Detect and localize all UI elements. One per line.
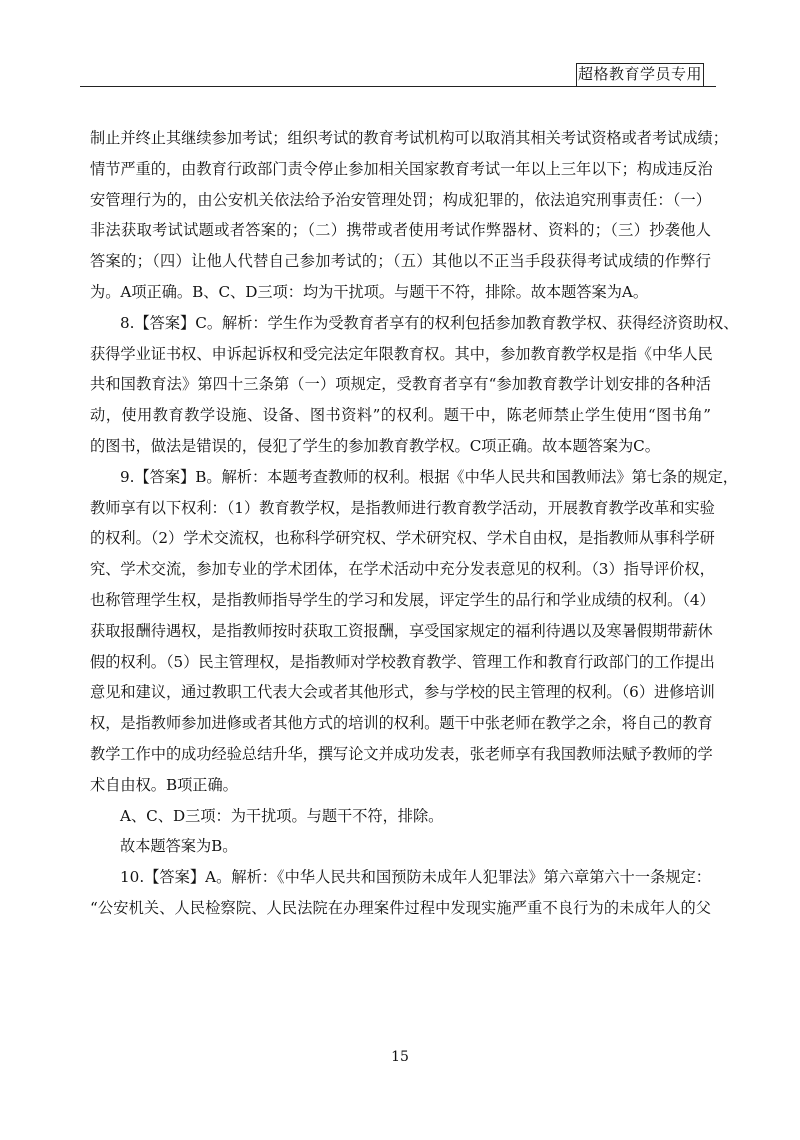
text-line-25: 10.【答案】A。解析：《中华人民共和国预防未成年人犯罪法》第六章第六十一条规定： — [120, 868, 711, 887]
text-line-13: 教师享有以下权利：（1）教育教学权，是指教师进行教育教学活动，开展教育教学改革和实验 — [90, 498, 715, 517]
text-line-5: 答案的；（四）让他人代替自己参加考试的；（五）其他以不正当手段获得考试成绩的作弊行 — [90, 252, 711, 271]
text-line-15: 究、学术交流，参加专业的学术团体，在学术活动中充分发表意见的权利。（3）指导评价权， — [90, 560, 715, 579]
text-line-19: 意见和建议，通过教职工代表大会或者其他形式，参与学校的民主管理的权利。（6）进修培训 — [90, 683, 715, 702]
text-line-12: 9.【答案】B。解析：本题考查教师的权利。根据《中华人民共和国教师法》第七条的规定， — [120, 467, 738, 486]
header-rule — [80, 86, 716, 87]
text-line-26: “公安机关、人民检察院、人民法院在办理案件过程中发现实施严重不良行为的未成年人的父 — [90, 898, 711, 917]
text-line-20: 权，是指教师参加进修或者其他方式的培训的权利。题干中张老师在教学之余，将自己的教育 — [90, 714, 713, 733]
text-line-24: 故本题答案为B。 — [120, 837, 238, 856]
text-line-2: 情节严重的，由教育行政部门责令停止参加相关国家教育考试一年以上三年以下；构成违反治 — [90, 159, 713, 178]
header-label: 超格教育学员专用 — [576, 63, 704, 87]
page-body — [90, 123, 739, 924]
text-line-1: 制止并终止其继续参加考试；组织考试的教育考试机构可以取消其相关考试资格或者考试成绩； — [90, 129, 728, 147]
text-line-10: 动，使用教育教学设施、设备、图书资料”的权利。题干中，陈老师禁止学生使用“图书角” — [90, 406, 711, 425]
text-line-17: 获取报酬待遇权，是指教师按时获取工资报酬，享受国家规定的福利待遇以及寒暑假期带薪休 — [90, 621, 713, 640]
text-line-16: 也称管理学生权，是指教师指导学生的学习和发展，评定学生的品行和学业成绩的权利。（4） — [90, 590, 715, 609]
text-line-8: 获得学业证书权、申诉起诉权和受完法定年限教育权。其中，参加教育教学权是指《中华人民 — [90, 344, 713, 363]
text-line-7: 8.【答案】C。解析：学生作为受教育者享有的权利包括参加教育教学权、获得经济资助权、 — [120, 313, 739, 332]
page-number: 15 — [391, 1049, 409, 1065]
text-line-3: 安管理行为的，由公安机关依法给予治安管理处罚；构成犯罪的，依法追究刑事责任：（一） — [90, 190, 711, 209]
text-line-22: 术自由权。B项正确。 — [90, 775, 238, 794]
text-line-11: 的图书，做法是错误的，侵犯了学生的参加教育教学权。C项正确。故本题答案为C。 — [90, 436, 660, 455]
text-line-18: 假的权利。（5）民主管理权，是指教师对学校教育教学、管理工作和教育行政部门的工作提出 — [90, 652, 715, 671]
text-line-14: 的权利。（2）学术交流权，也称科学研究权、学术研究权、学术自由权，是指教师从事科学研 — [90, 529, 715, 548]
text-line-4: 非法获取考试试题或者答案的；（二）携带或者使用考试作弊器材、资料的；（三）抄袭他人 — [90, 221, 711, 240]
text-line-21: 教学工作中的成功经验总结升华，撰写论文并成功发表，张老师享有我国教师法赋予教师的学 — [90, 744, 713, 763]
text-line-23: A、C、D三项：为干扰项。与题干不符，排除。 — [120, 806, 444, 825]
text-line-6: 为。A项正确。B、C、D三项：均为干扰项。与题干不符，排除。故本题答案为A。 — [90, 282, 649, 301]
text-line-9: 共和国教育法》第四十三条第（一）项规定，受教育者享有“参加教育教学计划安排的各种活 — [90, 375, 711, 394]
